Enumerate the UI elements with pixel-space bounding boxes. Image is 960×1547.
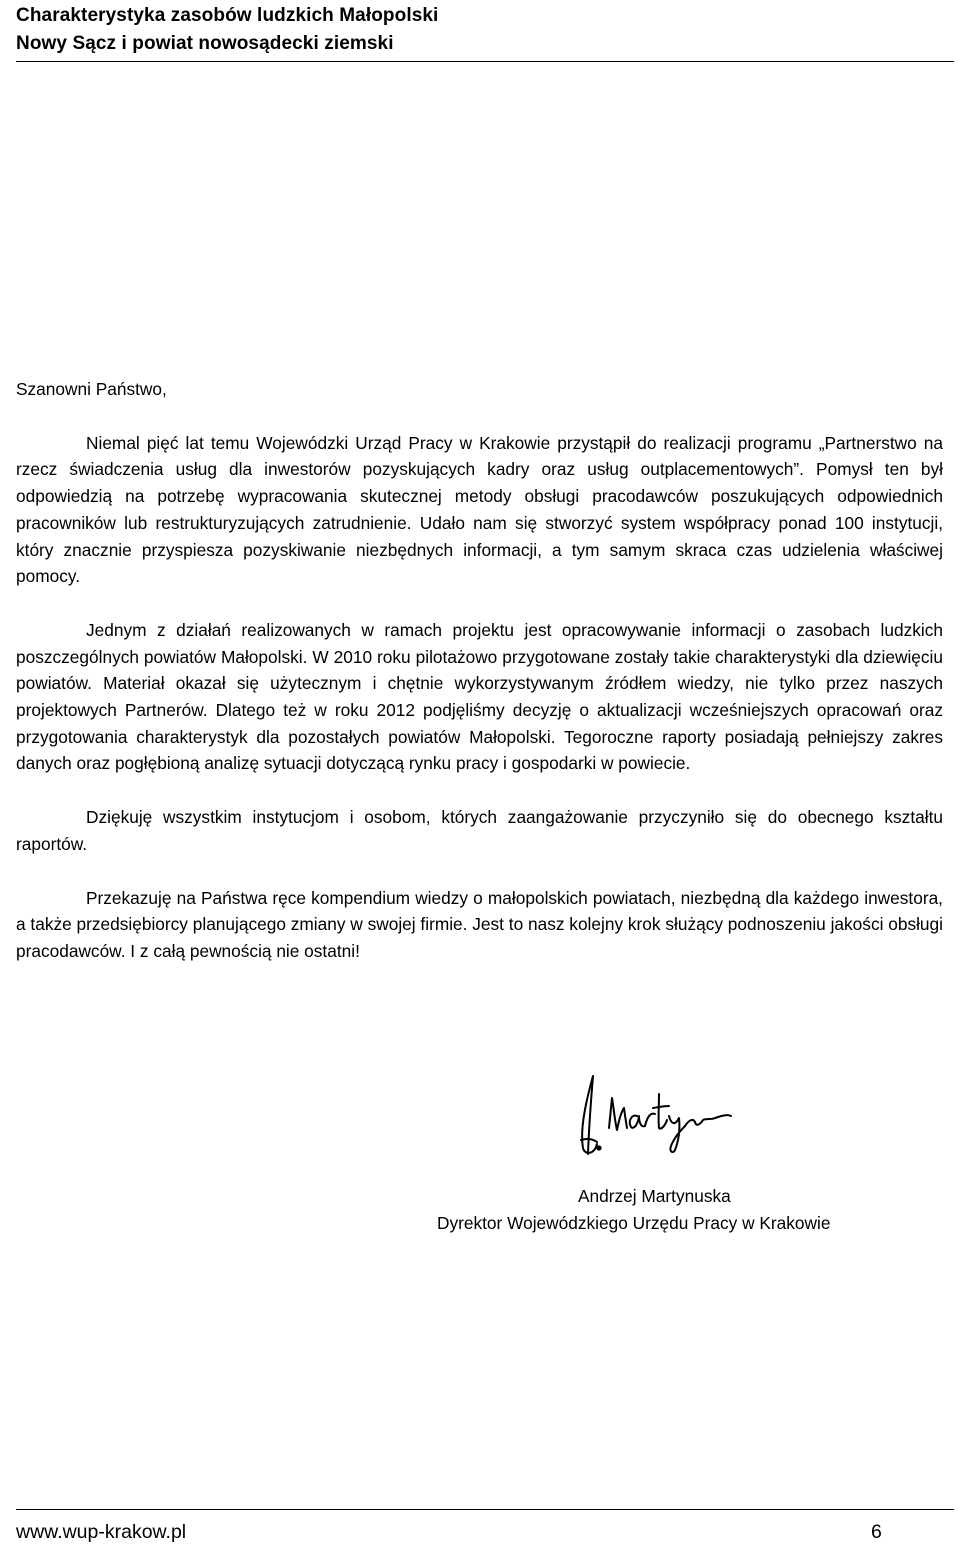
- letter-paragraph-4: Przekazuję na Państwa ręce kompendium wiedzy o małopolskich powiatach, niezbędną dla każdego inwestora, a także przedsiębiorcy planującego zmiany w swojej firmie. Jest to nasz kolejny krok służący podnoszeniu jakości obsługi pracodawców. I z całą pewnością nie ostatni!: [16, 887, 943, 961]
- footer-url: www.wup-krakow.pl: [16, 1521, 187, 1543]
- document-title: Charakterystyka zasobów ludzkich Małopolski: [16, 5, 439, 26]
- letter-paragraph-2: Jednym z działań realizowanych w ramach projektu jest opracowywanie informacji o zasobach ludzkich poszczególnych powiatów Małopolski. W 2010 roku pilotażowo przygotowane zostały takie charakterystyki dla dziewięciu powiatów. Materiał okazał się użytecznym i chętnie wykorzystywanym źródłem wiedzy, nie tylko przez naszych projektowych Partnerów. Dlatego też w roku 2012 podjęliśmy decyzję o aktualizacji wcześniejszych opracowań oraz przygotowania charakterystyk dla pozostałych powiatów Małopolski. Tegoroczne raporty posiadają pełniejszy zakres danych oraz pogłębioną analizę sytuacji dotyczącą rynku pracy i gospodarki w powiecie.: [16, 619, 943, 774]
- document-subtitle: Nowy Sącz i powiat nowosądecki ziemski: [16, 33, 394, 54]
- letter-paragraph-3: Dziękuję wszystkim instytucjom i osobom, których zaangażowanie przyczyniło się do obecnego kształtu raportów.: [16, 807, 943, 854]
- page-number: 6: [871, 1521, 882, 1543]
- handwritten-signature: [575, 1070, 735, 1160]
- letter-body: [16, 376, 943, 965]
- signatory-title: Dyrektor Wojewódzkiego Urzędu Pracy w Krakowie: [437, 1213, 831, 1233]
- page-footer: [16, 1509, 954, 1543]
- letter-paragraph-1: Niemal pięć lat temu Wojewódzki Urząd Pracy w Krakowie przystąpił do realizacji programu „Partnerstwo na rzecz świadczenia usług dla inwestorów pozyskujących kadry oraz usług outplacementowych”. Pomysł ten był odpowiedzią na potrzebę wypracowania skutecznej metody obsługi pracodawców poszukujących odpowiednich pracowników lub restrukturyzujących zatrudnienie. Udało nam się stworzyć system współpracy ponad 100 instytucji, który znacznie przyspiesza pozyskiwanie niezbędnych informacji, a tym samym skraca czas udzielenia właściwej pomocy.: [16, 432, 943, 587]
- page-header: [16, 0, 954, 62]
- letter-greeting: Szanowni Państwo,: [16, 379, 167, 399]
- signatory-name: Andrzej Martynuska: [578, 1186, 731, 1206]
